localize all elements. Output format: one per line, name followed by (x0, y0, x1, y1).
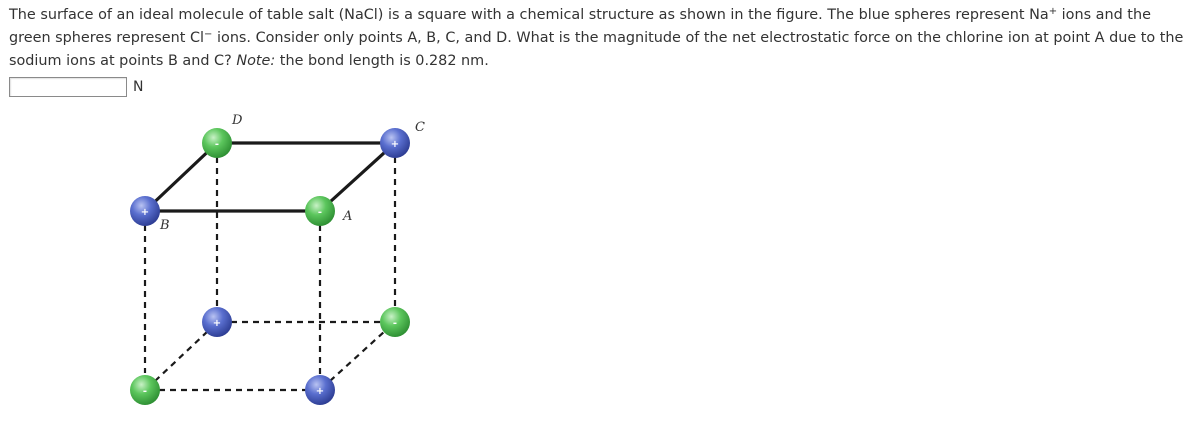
answer-input[interactable] (9, 77, 127, 97)
ion-c-sodium (380, 128, 410, 158)
svg-text:+: + (315, 386, 325, 397)
ion-b-sodium (130, 196, 160, 226)
svg-text:+: + (212, 318, 222, 329)
ion-front-bottom-left-chlorine (130, 375, 160, 405)
ion-back-bottom-right-chlorine (380, 307, 410, 337)
svg-text:-: - (142, 386, 148, 397)
ion-d-chlorine (202, 128, 232, 158)
svg-text:+: + (140, 207, 150, 218)
unit-label: N (133, 79, 144, 95)
label-b: B (160, 218, 170, 233)
svg-text:-: - (392, 318, 398, 329)
answer-row (9, 77, 143, 97)
svg-text:+: + (390, 139, 400, 150)
svg-text:-: - (317, 207, 323, 218)
label-a: A (343, 209, 353, 224)
nacl-cube-figure (110, 105, 440, 419)
bond-dashed-left-bottom (155, 331, 208, 381)
label-d: D (232, 113, 243, 128)
label-c: C (415, 120, 425, 135)
svg-text:-: - (214, 139, 220, 150)
ion-back-bottom-left-sodium (202, 307, 232, 337)
nacl-cube-svg (110, 105, 440, 415)
bond-a-c (320, 143, 395, 211)
ion-front-bottom-right-sodium (305, 375, 335, 405)
ion-a-chlorine (305, 196, 335, 226)
bond-dashed-right-bottom (330, 331, 385, 381)
question-text: The surface of an ideal molecule of table salt (NaCl) is a square with a chemical structure as shown in the figure. The blue spheres represent Na+ ions and the green spheres represent Cl− ions. Consider only points A, B, C, and D. What is the magnitude of the net electrostatic force on the chlorine ion at point A due to the sodium ions at points B and C? Note: the bond length is 0.282 nm. (9, 6, 1184, 69)
